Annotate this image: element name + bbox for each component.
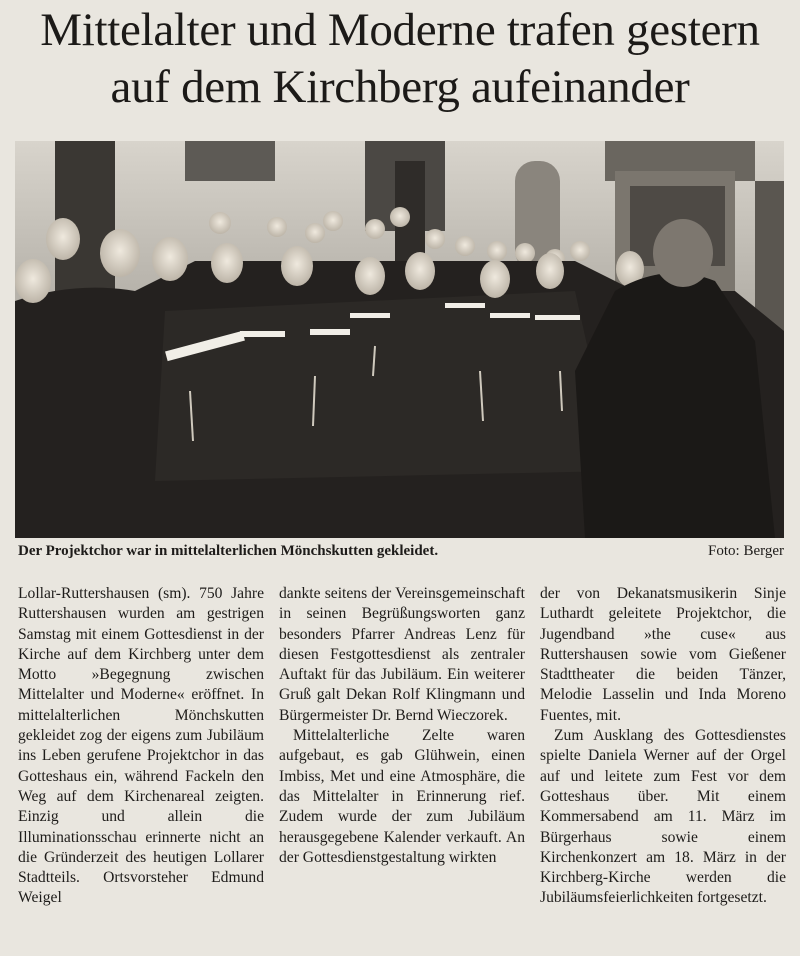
paragraph: Zum Ausklang des Gottesdienstes spielte Daniela Werner auf der Orgel auf und leitete zum Fest vor dem Gotteshaus über. Mit einem Kommersabend am 11. März im Bürgerhaus sowie einem Kirchenkonzert am 18. März in der Kirchberg-Kirche werden die Jubiläumsfeierlichkeiten fortgesetzt. — [540, 727, 786, 907]
choir-photo-illustration — [15, 141, 784, 538]
photo-caption — [18, 540, 784, 564]
photo-credit: Foto: Berger — [708, 543, 784, 559]
choir-photo — [15, 141, 784, 538]
headline-line-1: Mittelalter und Moderne trafen gestern — [40, 4, 760, 56]
column-2 — [279, 584, 525, 909]
paragraph: Mittelalterliche Zelte waren aufgebaut, es gab Glühwein, einen Imbiss, Met und eine Atmosphäre, die das Mittelalter in Erinnerung rief. Zudem wurde der zum Jubiläum herausgegebene Kalender verkauft. An der Gottesdienstgestaltung wirkten — [279, 727, 525, 866]
caption-text: Der Projektchor war in mittelalterlichen Mönchskutten gekleidet. — [18, 543, 439, 559]
column-1 — [18, 584, 264, 909]
article-body — [18, 584, 786, 909]
paragraph: Lollar-Ruttershausen (sm). 750 Jahre Ruttershausen wurden am gestrigen Samstag mit einem Gottesdienst in der Kirche auf dem Kirchberg unter dem Motto »Begegnung zwischen Mittelalter und Moderne« eröffnet. In mittelalterlichen Mönchskutten gekleidet zog der eigens zum Jubiläum ins Leben gerufene Projektchor in das Gotteshaus ein, während Fackeln den Weg auf dem Kirchenareal zeigten. Einzig und allein die Illuminationsschau erinnerte nicht an die Gründerzeit des heutigen Lollarer Stadtteils. Ortsvorsteher Edmund Weigel — [18, 585, 264, 907]
paragraph: der von Dekanatsmusikerin Sinje Luthardt geleitete Projektchor, die Jugendband »the cuse« aus Ruttershausen sowie vom Gießener Stadttheater die beiden Tänzer, Melodie Lasselin und Inda Moreno Fuentes, mit. — [540, 585, 786, 724]
paragraph: dankte seitens der Vereinsgemeinschaft in seinen Begrüßungsworten ganz besonders Pfarrer Andreas Lenz für diesen Festgottesdienst als zentraler Auftakt für das Jubiläum. Ein weiterer Gruß galt Dekan Rolf Klingmann und Bürgermeister Dr. Bernd Wieczorek. — [279, 585, 525, 724]
headline-line-2: auf dem Kirchberg aufeinander — [110, 61, 690, 113]
headline — [0, 2, 800, 116]
column-3 — [540, 584, 786, 909]
